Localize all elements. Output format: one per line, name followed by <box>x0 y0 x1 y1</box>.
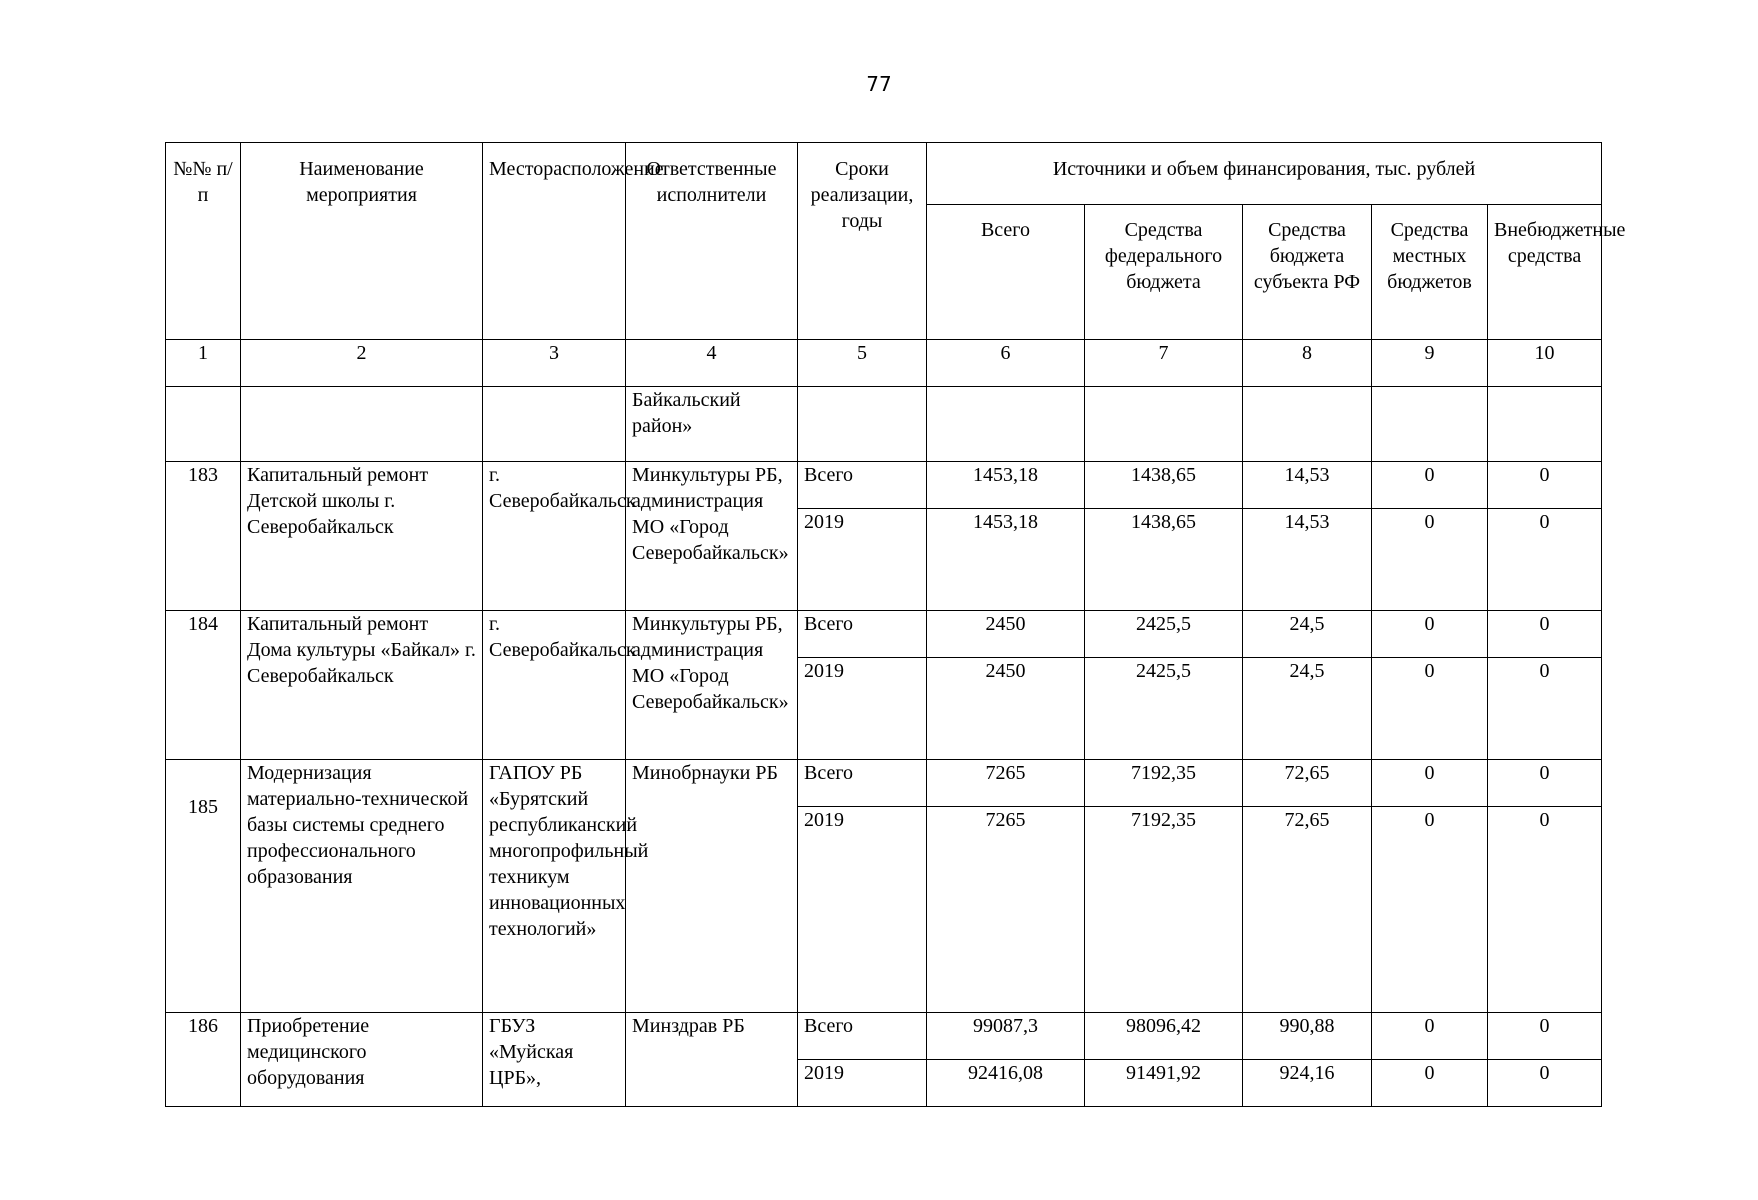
row-local: 0 <box>1372 611 1488 658</box>
column-number: 10 <box>1488 340 1602 387</box>
row-period: Всего <box>798 1013 927 1060</box>
row-extra: 0 <box>1488 462 1602 509</box>
row-period: 2019 <box>798 1060 927 1107</box>
column-number: 7 <box>1085 340 1243 387</box>
table-row <box>166 611 1602 658</box>
table-row <box>166 462 1602 509</box>
row-responsible: Минобрнауки РБ <box>626 760 798 1013</box>
row-num: 186 <box>166 1013 241 1107</box>
row-period: Всего <box>798 611 927 658</box>
column-number: 2 <box>241 340 483 387</box>
row-location: г. Северобайкальск <box>483 611 626 760</box>
table-header <box>166 143 1626 340</box>
row-extra: 0 <box>1488 658 1602 760</box>
row-responsible: Минкультуры РБ, администрация МО «Город Северобайкальск» <box>626 462 798 611</box>
column-number: 6 <box>927 340 1085 387</box>
page-number: 77 <box>866 72 892 96</box>
row-local: 0 <box>1372 807 1488 1013</box>
header-federal: Средства федерального бюджета <box>1085 205 1243 340</box>
row-total: 2450 <box>927 658 1085 760</box>
row-regional: 72,65 <box>1243 807 1372 1013</box>
header-num: №№ п/п <box>166 143 241 340</box>
row-total: 1453,18 <box>927 509 1085 611</box>
row-name: Модернизация материально-технической базы системы среднего профессионального образования <box>241 760 483 1013</box>
row-federal: 1438,65 <box>1085 509 1243 611</box>
financing-table <box>165 142 1626 1107</box>
row-total: 1453,18 <box>927 462 1085 509</box>
row-regional: 14,53 <box>1243 509 1372 611</box>
row-regional: 14,53 <box>1243 462 1372 509</box>
row-local: 0 <box>1372 509 1488 611</box>
row-local: 0 <box>1372 462 1488 509</box>
header-total: Всего <box>927 205 1085 340</box>
row-federal: 7192,35 <box>1085 760 1243 807</box>
row-local: 0 <box>1372 1060 1488 1107</box>
header-sources: Источники и объем финансирования, тыс. рублей <box>927 143 1602 205</box>
header-location: Месторасположение <box>483 143 626 340</box>
row-total: 99087,3 <box>927 1013 1085 1060</box>
column-number: 3 <box>483 340 626 387</box>
row-period: 2019 <box>798 658 927 760</box>
row-location: ГБУЗ «Муйская ЦРБ», <box>483 1013 626 1107</box>
column-number: 9 <box>1372 340 1488 387</box>
row-extra: 0 <box>1488 611 1602 658</box>
row-extra: 0 <box>1488 1060 1602 1107</box>
row-responsible: Минкультуры РБ, администрация МО «Город Северобайкальск» <box>626 611 798 760</box>
table-body <box>166 340 1602 1107</box>
header-period: Сроки реализации, годы <box>798 143 927 340</box>
header-extrabudget: Внебюджетные средства <box>1488 205 1602 340</box>
row-federal: 98096,42 <box>1085 1013 1243 1060</box>
continuation-responsible: Байкальский район» <box>626 387 798 462</box>
row-total: 7265 <box>927 807 1085 1013</box>
row-regional: 24,5 <box>1243 611 1372 658</box>
row-extra: 0 <box>1488 807 1602 1013</box>
row-total: 92416,08 <box>927 1060 1085 1107</box>
table-row <box>166 1013 1602 1060</box>
row-regional: 24,5 <box>1243 658 1372 760</box>
column-number: 1 <box>166 340 241 387</box>
row-extra: 0 <box>1488 509 1602 611</box>
row-num: 183 <box>166 462 241 611</box>
row-location: г. Северобайкальск <box>483 462 626 611</box>
row-local: 0 <box>1372 760 1488 807</box>
header-regional: Средства бюджета субъекта РФ <box>1243 205 1372 340</box>
row-name: Капитальный ремонт Дома культуры «Байкал» г. Северобайкальск <box>241 611 483 760</box>
row-responsible: Минздрав РБ <box>626 1013 798 1107</box>
header-responsible: Ответственные исполнители <box>626 143 798 340</box>
row-num: 185 <box>166 760 241 1013</box>
table-row <box>166 760 1602 807</box>
header-name: Наименование мероприятия <box>241 143 483 340</box>
row-extra: 0 <box>1488 1013 1602 1060</box>
row-period: Всего <box>798 760 927 807</box>
row-local: 0 <box>1372 658 1488 760</box>
row-federal: 1438,65 <box>1085 462 1243 509</box>
continuation-row <box>166 387 1602 462</box>
row-period: 2019 <box>798 509 927 611</box>
row-regional: 924,16 <box>1243 1060 1372 1107</box>
row-federal: 2425,5 <box>1085 611 1243 658</box>
column-number: 4 <box>626 340 798 387</box>
row-location: ГАПОУ РБ «Бурятский республиканский многопрофильный техникум инновационных технологий» <box>483 760 626 1013</box>
row-extra: 0 <box>1488 760 1602 807</box>
row-federal: 2425,5 <box>1085 658 1243 760</box>
row-period: 2019 <box>798 807 927 1013</box>
row-regional: 990,88 <box>1243 1013 1372 1060</box>
row-local: 0 <box>1372 1013 1488 1060</box>
column-numbers-row <box>166 340 1602 387</box>
row-period: Всего <box>798 462 927 509</box>
row-regional: 72,65 <box>1243 760 1372 807</box>
row-federal: 91491,92 <box>1085 1060 1243 1107</box>
row-name: Приобретение медицинского оборудования <box>241 1013 483 1107</box>
row-num: 184 <box>166 611 241 760</box>
header-local: Средства местных бюджетов <box>1372 205 1488 340</box>
row-federal: 7192,35 <box>1085 807 1243 1013</box>
row-name: Капитальный ремонт Детской школы г. Северобайкальск <box>241 462 483 611</box>
column-number: 5 <box>798 340 927 387</box>
row-total: 7265 <box>927 760 1085 807</box>
column-number: 8 <box>1243 340 1372 387</box>
row-total: 2450 <box>927 611 1085 658</box>
